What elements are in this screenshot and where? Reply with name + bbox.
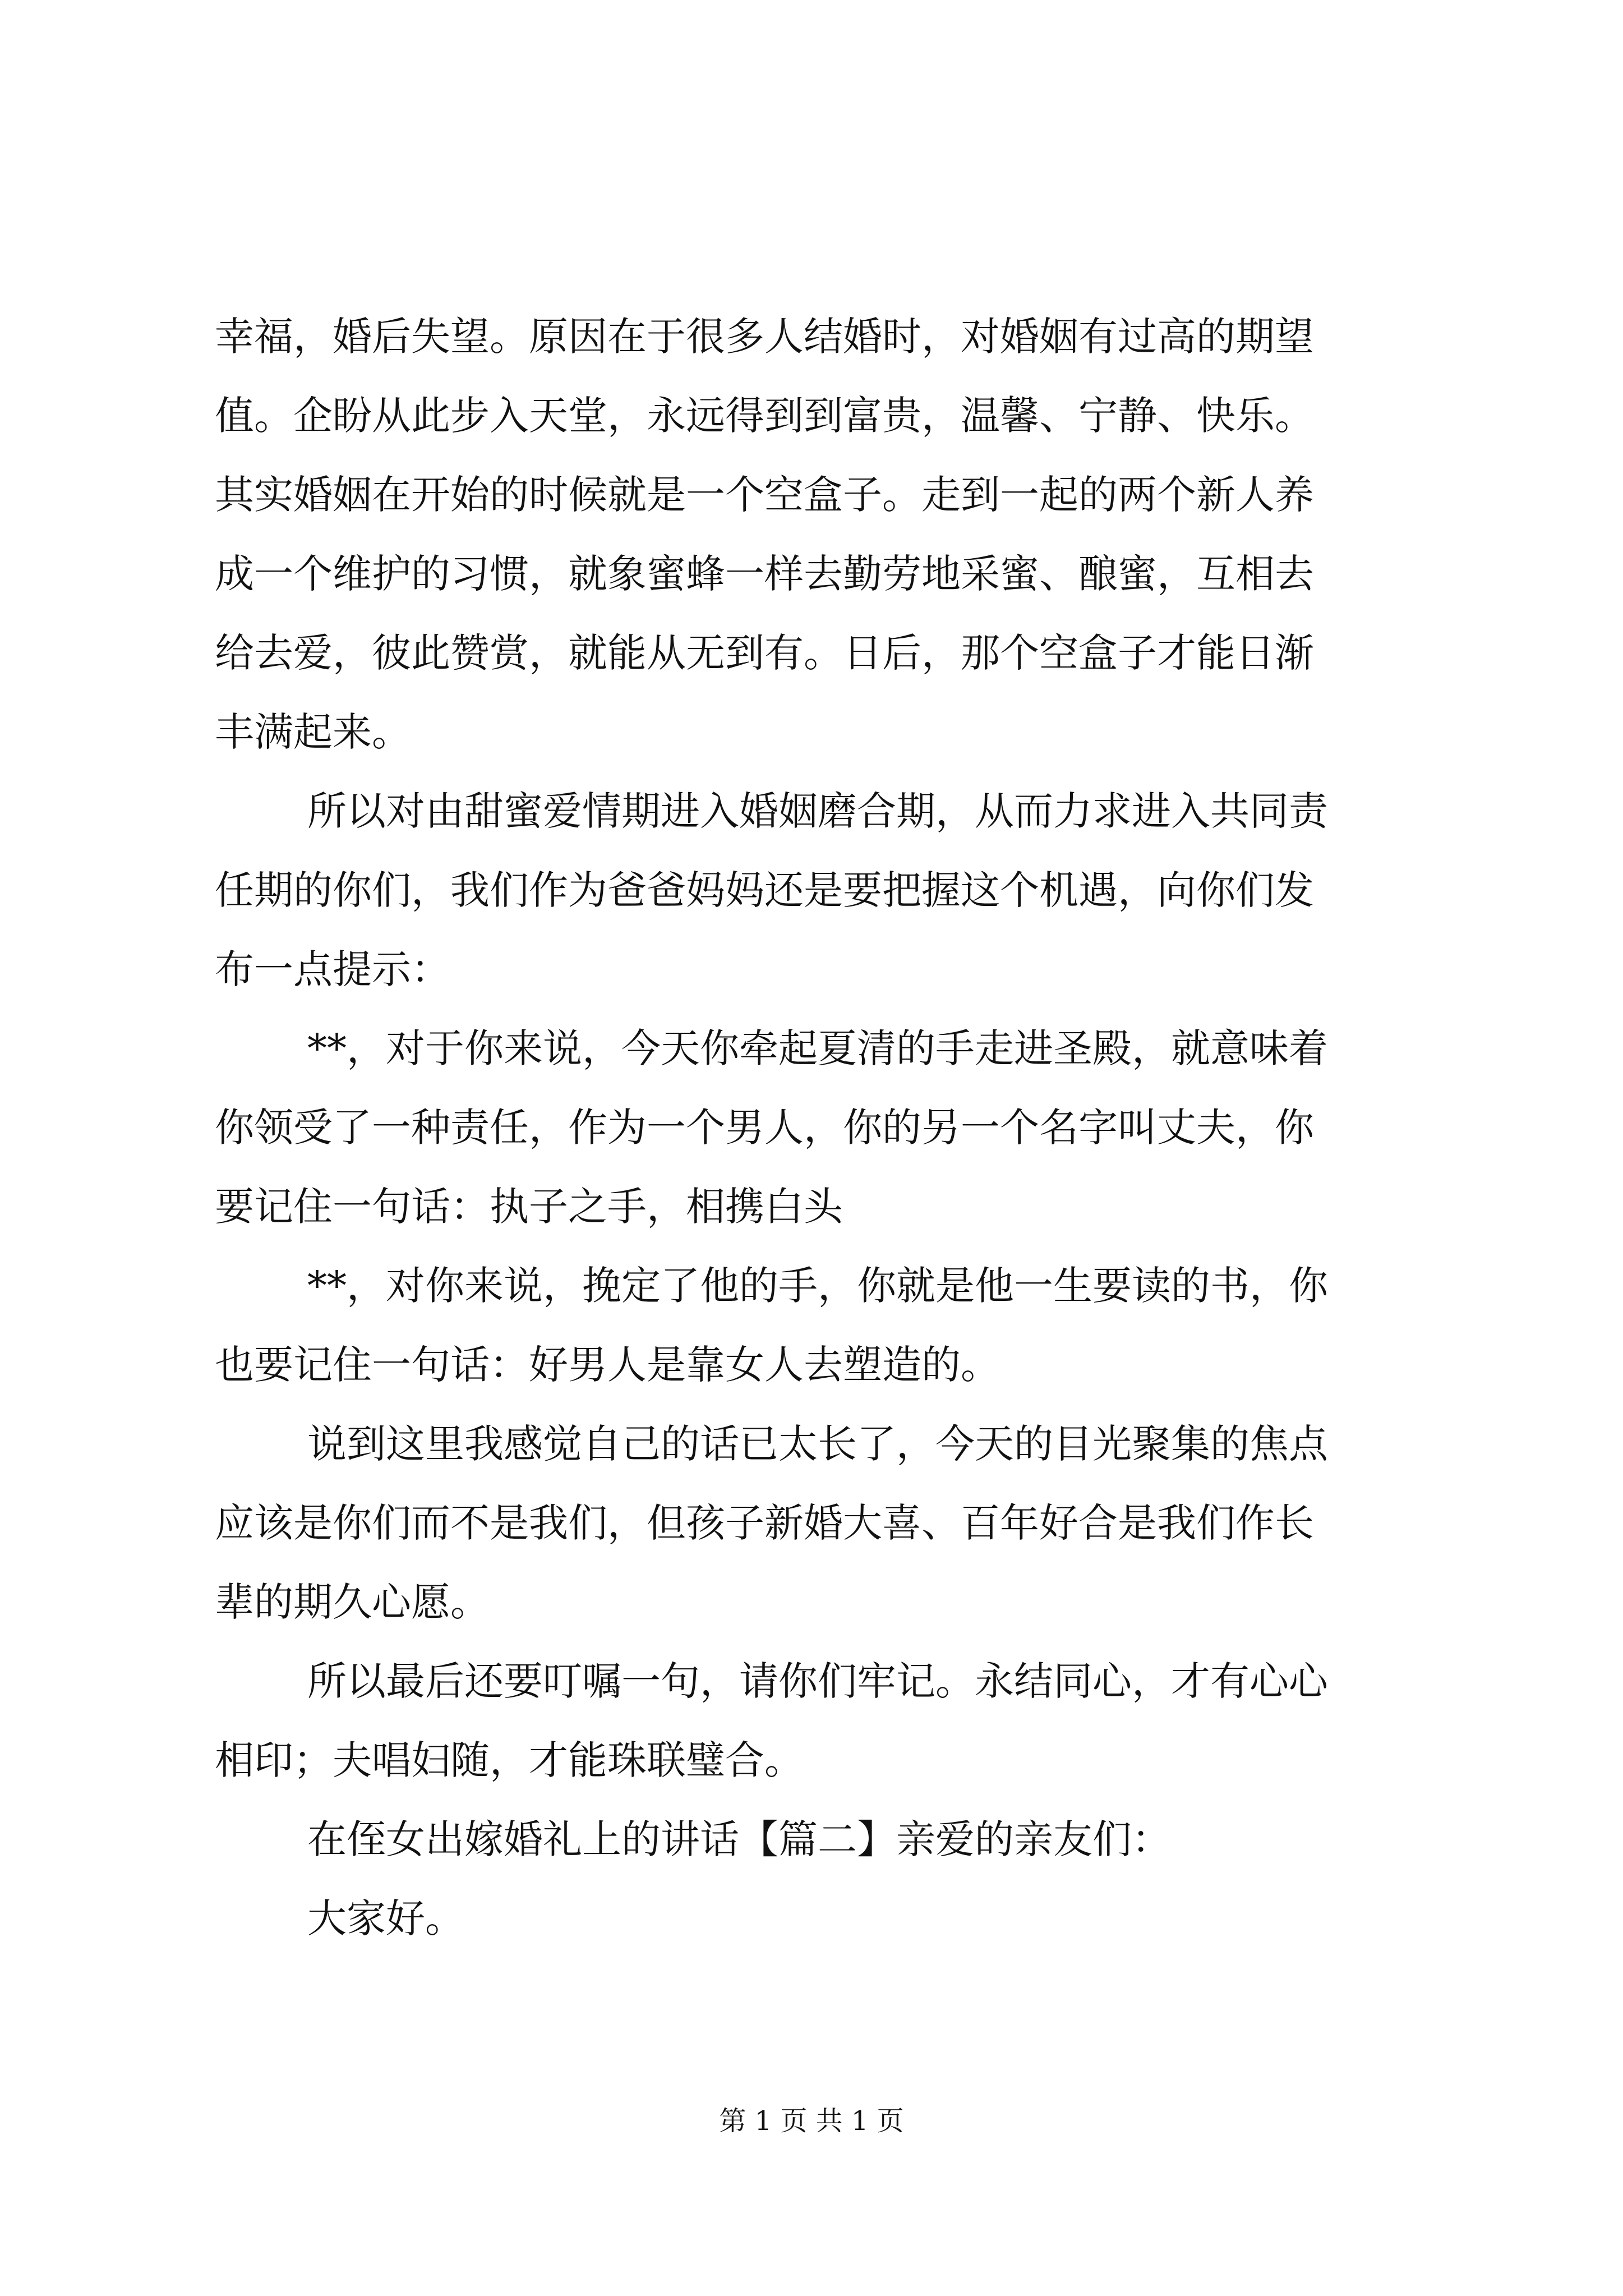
body-line-4: 成一个维护的习惯，就象蜜蜂一样去勤劳地采蜜、酿蜜，互相去 xyxy=(215,551,1314,597)
body-line-12: 要记住一句话：执子之手，相携白头 xyxy=(215,1184,843,1230)
body-line-6: 丰满起来。 xyxy=(215,709,411,755)
body-line-9: 布一点提示： xyxy=(215,946,450,992)
body-line-21: 大家好。 xyxy=(307,1895,464,1941)
body-line-7: 所以对由甜蜜爱情期进入婚姻磨合期，从而力求进入共同责 xyxy=(307,788,1328,834)
body-line-1: 幸福，婚后失望。原因在于很多人结婚时，对婚姻有过高的期望 xyxy=(215,314,1314,360)
body-line-11: 你领受了一种责任，作为一个男人，你的另一个名字叫丈夫，你 xyxy=(215,1105,1314,1151)
body-line-5: 给去爱，彼此赞赏，就能从无到有。日后，那个空盒子才能日渐 xyxy=(215,630,1314,676)
body-line-3: 其实婚姻在开始的时候就是一个空盒子。走到一起的两个新人养 xyxy=(215,472,1314,518)
body-line-8: 任期的你们，我们作为爸爸妈妈还是要把握这个机遇，向你们发 xyxy=(215,867,1314,913)
body-line-13: **，对你来说，挽定了他的手，你就是他一生要读的书，你 xyxy=(307,1263,1328,1309)
body-line-2: 值。企盼从此步入天堂，永远得到到富贵，温馨、宁静、快乐。 xyxy=(215,393,1314,439)
body-line-20: 在侄女出嫁婚礼上的讲话【篇二】亲爱的亲友们： xyxy=(307,1816,1171,1862)
body-line-15: 说到这里我感觉自己的话已太长了，今天的目光聚集的焦点 xyxy=(307,1421,1328,1467)
body-line-16: 应该是你们而不是我们，但孩子新婚大喜、百年好合是我们作长 xyxy=(215,1500,1314,1546)
page-footer: 第 1 页 共 1 页 xyxy=(719,2105,904,2137)
body-line-18: 所以最后还要叮嘱一句，请你们牢记。永结同心，才有心心 xyxy=(307,1658,1328,1704)
body-line-17: 辈的期久心愿。 xyxy=(215,1579,490,1625)
body-line-14: 也要记住一句话：好男人是靠女人去塑造的。 xyxy=(215,1342,1000,1388)
body-line-19: 相印；夫唱妇随，才能珠联璧合。 xyxy=(215,1737,804,1783)
body-line-10: **，对于你来说，今天你牵起夏清的手走进圣殿，就意味着 xyxy=(307,1025,1328,1071)
